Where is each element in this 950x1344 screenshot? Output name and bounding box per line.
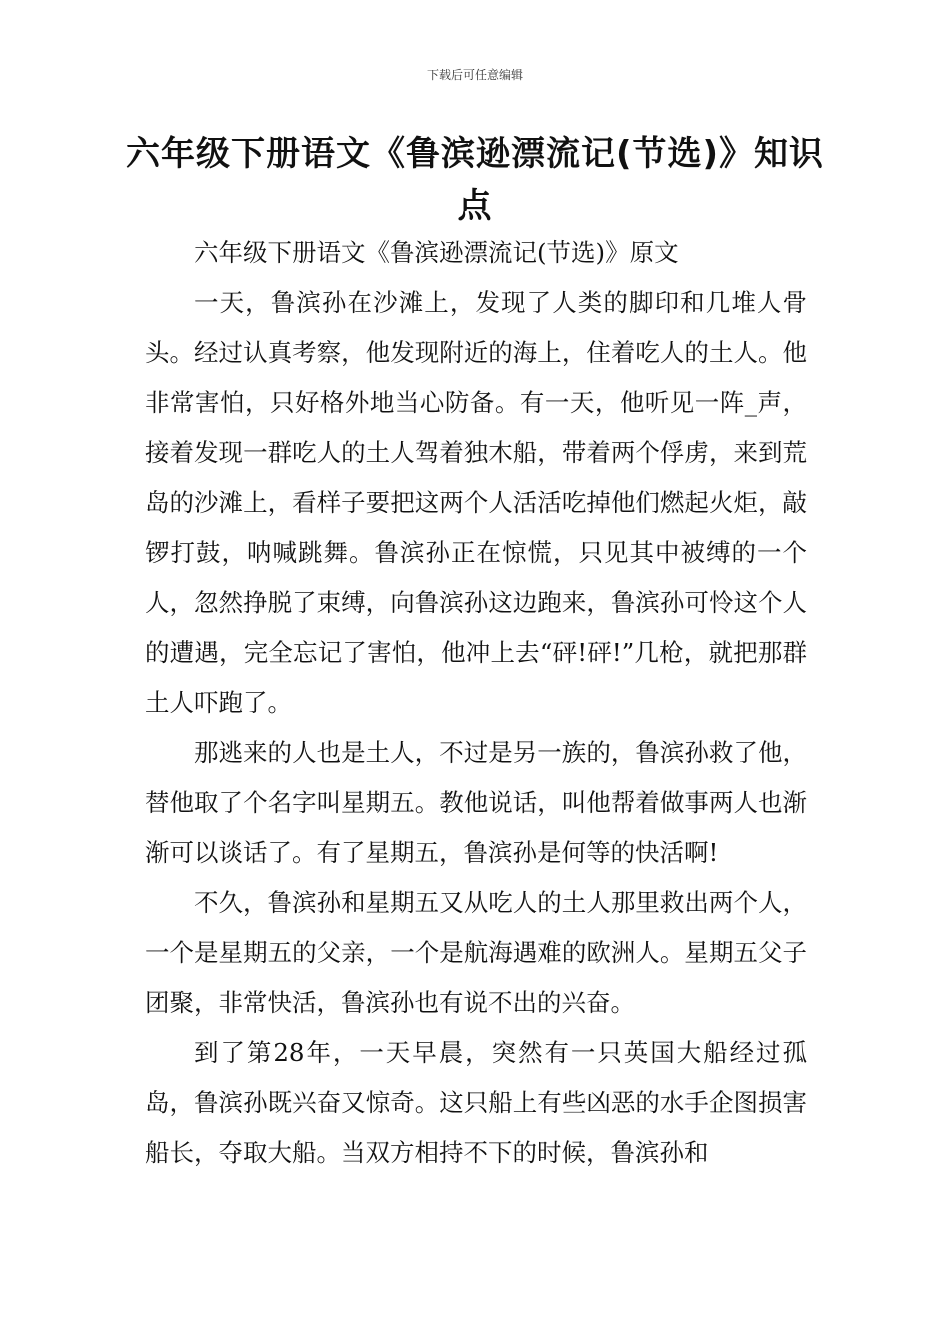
body-paragraph: 一天，鲁滨孙在沙滩上，发现了人类的脚印和几堆人骨头。经过认真考察，他发现附近的海上，住着吃人的土人。他非常害怕，只好格外地当心防备。有一天，他听见一阵_声，接着发现一群吃人的土人驾着独木船，带着两个俘虏，来到荒岛的沙滩上，看样子要把这两个人活活吃掉他们燃起火炬，敲锣打鼓，呐喊跳舞。鲁滨孙正在惊慌，只见其中被缚的一个人，忽然挣脱了束缚，向鲁滨孙这边跑来，鲁滨孙可怜这个人的遭遇，完全忘记了害怕，他冲上去“砰!砰!”几枪，就把那群土人吓跑了。 (145, 288, 807, 717)
body-paragraph: 不久，鲁滨孙和星期五又从吃人的土人那里救出两个人，一个是星期五的父亲，一个是航海遇难的欧洲人。星期五父子团聚，非常快活，鲁滨孙也有说不出的兴奋。 (145, 888, 807, 1017)
header-note: 下载后可任意编辑 (426, 68, 523, 82)
body-paragraph: 到了第28年，一天早晨，突然有一只英国大船经过孤岛，鲁滨孙既兴奋又惊奇。这只船上有些凶恶的水手企图损害船长，夺取大船。当双方相持不下的时候，鲁滨孙和 (145, 1038, 807, 1167)
body-paragraph: 那逃来的人也是土人，不过是另一族的，鲁滨孙救了他，替他取了个名字叫星期五。教他说话，叫他帮着做事两人也渐渐可以谈话了。有了星期五，鲁滨孙是何等的快活啊! (145, 738, 807, 867)
subtitle-paragraph: 六年级下册语文《鲁滨逊漂流记(节选)》原文 (194, 238, 679, 267)
document-body (145, 228, 807, 1178)
document-title: 六年级下册语文《鲁滨逊漂流记(节选)》知识点 (125, 134, 825, 226)
